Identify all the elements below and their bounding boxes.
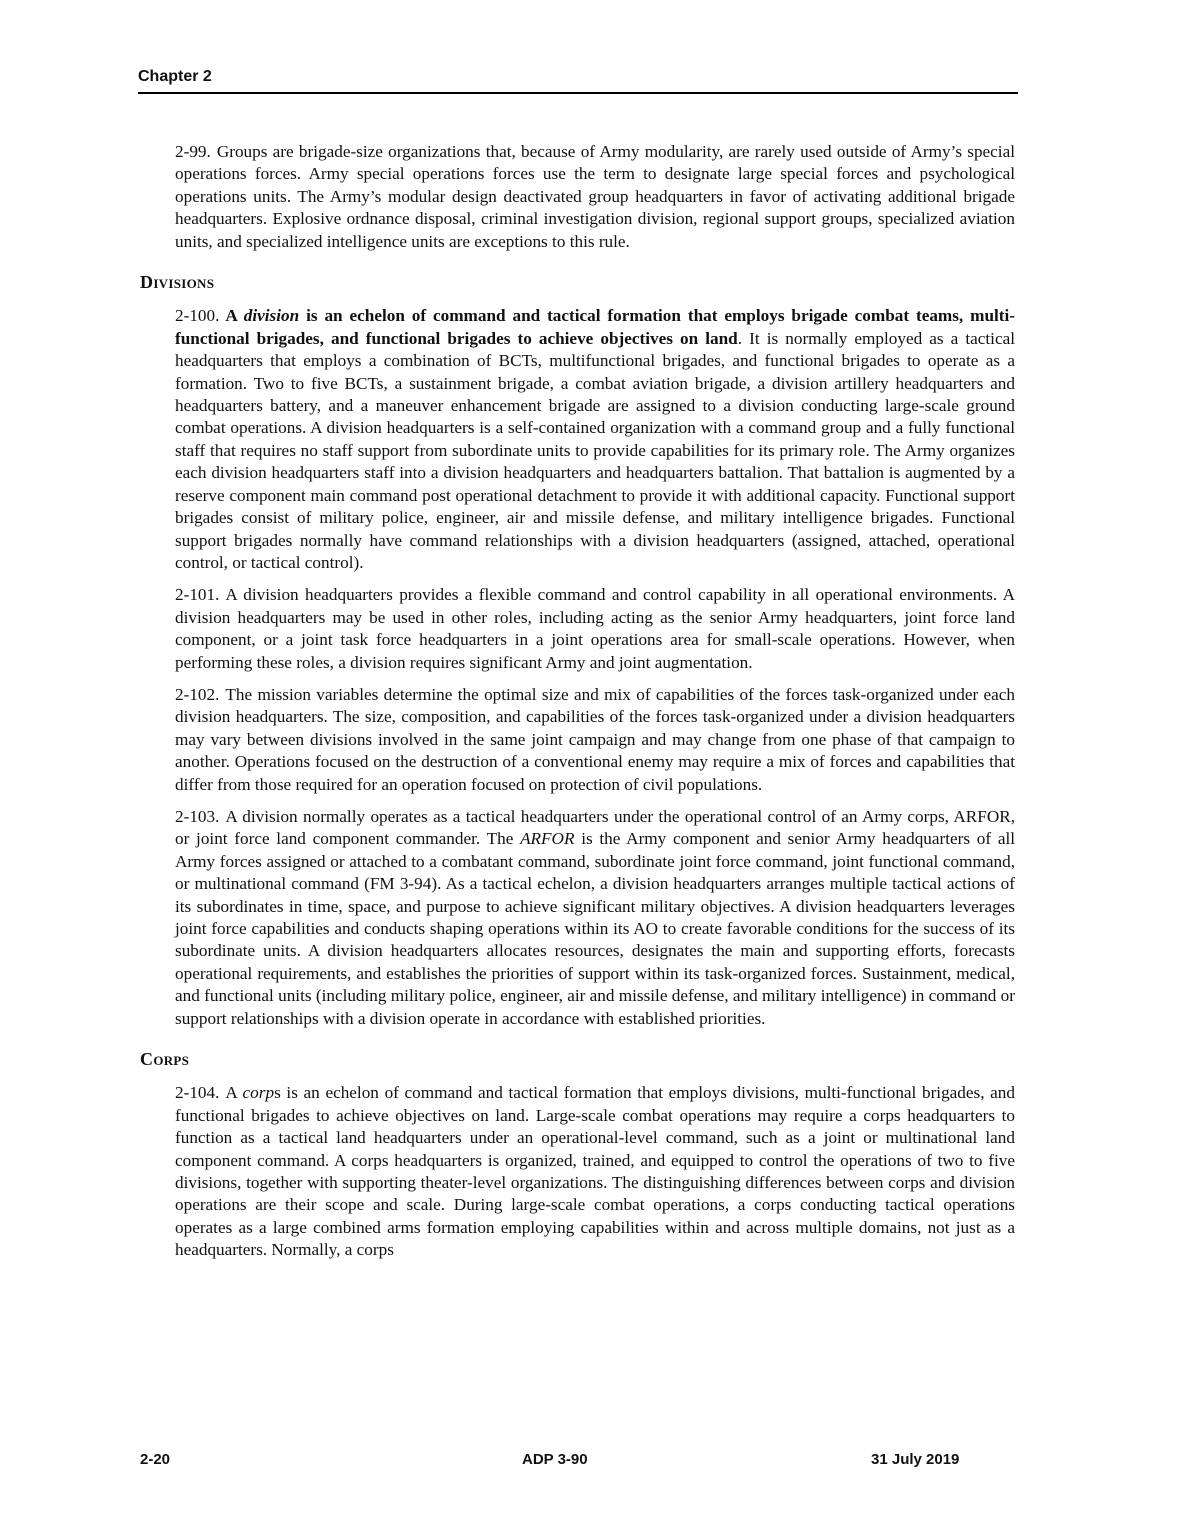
- paragraph-number: 2-104.: [175, 1083, 220, 1103]
- paragraph-text: s is an echelon of command and tactical formation that employs divisions, multi-functional brigades, and functional brigades to achieve objectives on land. Large-scale combat operations may require a corps headquarters to function as a tactical land headquarters under an operational-level command, such as a joint or multinational land component command. A corps headquarters is organized, trained, and equipped to control the operations of two to five divisions, together with supporting theater-level organizations. The distinguishing differences between corps and division operations are their scope and scale. During large-scale combat operations, a corps conducting tactical operations operates as a large combined arms formation employing capabilities within and across multiple domains, not just as a headquarters. Normally, a corps: [175, 1083, 1015, 1260]
- paragraph-2-102: [175, 684, 1015, 796]
- paragraph-text: . It is normally employed as a tactical headquarters that employs a combination of BCTs, multifunctional brigades, and functional brigades to operate as a formation. Two to five BCTs, a sustainment brigade, a combat aviation brigade, a division artillery headquarters and headquarters battery, and a maneuver enhancement brigade are assigned to a division conducting large-scale ground combat operations. A division headquarters is a self-contained organization with a command group and a fully functional staff that requires no staff support from subordinate units to provide capabilities for its primary role. The Army organizes each division headquarters staff into a division headquarters and headquarters battalion. That battalion is augmented by a reserve component main command post operational detachment to provide it with additional capacity. Functional support brigades consist of military police, engineer, air and missile defense, and military intelligence brigades. Functional support brigades normally have command relationships with a division headquarters (assigned, attached, operational control, or tactical control).: [175, 328, 1015, 572]
- paragraph-text: Groups are brigade-size organizations that, because of Army modularity, are rarely used outside of Army’s special operations forces. Army special operations forces use the term to designate large special forces and psychological operations units. The Army’s modular design deactivated group headquarters in favor of activating additional brigade headquarters. Explosive ordnance disposal, criminal investigation division, regional support groups, specialized aviation units, and specialized intelligence units are exceptions to this rule.: [175, 142, 1015, 251]
- paragraph-2-101: [175, 584, 1015, 674]
- heading-initial: D: [140, 272, 154, 293]
- defined-term: ARFOR: [520, 829, 575, 849]
- paragraph-2-104: [175, 1082, 1015, 1261]
- section-heading-divisions: [140, 271, 1015, 293]
- paragraph-text: A division normally operates as a tactical headquarters under the operational control of an Army corps, ARFOR, or joint force land component commander. The: [175, 806, 1015, 849]
- publication-id: ADP 3-90: [522, 1451, 588, 1468]
- heading-rest: orps: [153, 1049, 190, 1070]
- paragraph-text: A: [225, 1083, 243, 1103]
- paragraph-number: 2-102.: [175, 684, 220, 704]
- paragraph-text: is the Army component and senior Army headquarters of all Army forces assigned or attached to a combatant command, subordinate joint force command, joint functional command, or multinational command (FM 3-94). As a tactical echelon, a division headquarters arranges multiple tactical actions of its subordinates in time, space, and purpose to achieve significant military objectives. A division headquarters leverages joint force capabilities and conducts shaping operations within its AO to create favorable conditions for the success of its subordinate units. A division headquarters allocates resources, designates the main and supporting efforts, forecasts operational requirements, and establishes the priorities of support within its task-organized forces. Sustainment, medical, and functional units (including military police, engineer, air and missile defense, and military intelligence) in command or support relationships with a division operate in accordance with established priorities.: [175, 829, 1015, 1028]
- paragraph-text: The mission variables determine the optimal size and mix of capabilities of the forces task-organized under each division headquarters. The size, composition, and capabilities of the forces task-organized under a division headquarters may vary between divisions involved in the same joint campaign and may change from one phase of that campaign to another. Operations focused on the destruction of a conventional enemy may require a mix of forces and capabilities that differ from those required for an operation focused on protection of civil populations.: [175, 684, 1015, 794]
- heading-rest: ivisions: [153, 272, 215, 293]
- body-text: [140, 141, 1015, 1272]
- chapter-header: Chapter 2: [138, 68, 212, 85]
- publication-date: 31 July 2019: [871, 1451, 960, 1468]
- header-rule: [138, 92, 1018, 94]
- section-heading-corps: [140, 1048, 1015, 1070]
- paragraph-number: 2-99.: [175, 142, 211, 161]
- heading-initial: C: [140, 1049, 154, 1070]
- definition-text: A division is an echelon of command and tactical formation that employs brigade combat teams, multi-functional brigades, and functional brigades to achieve objectives on land: [175, 306, 1015, 348]
- paragraph-number: 2-101.: [175, 585, 220, 605]
- paragraph-2-100: [175, 305, 1015, 574]
- paragraph-number: 2-100.: [175, 306, 220, 326]
- paragraph-2-103: [175, 806, 1015, 1030]
- paragraph-number: 2-103.: [175, 806, 220, 826]
- page-number: 2-20: [140, 1451, 171, 1468]
- paragraph-2-99: [175, 141, 1015, 253]
- paragraph-text: A division headquarters provides a flexible command and control capability in all operational environments. A division headquarters may be used in other roles, including acting as the senior Army headquarters, joint force land component, or a joint task force headquarters in a joint operations area for small-scale operations. However, when performing these roles, a division requires significant Army and joint augmentation.: [175, 585, 1015, 672]
- defined-term: division: [243, 306, 300, 326]
- defined-term: corp: [242, 1083, 275, 1103]
